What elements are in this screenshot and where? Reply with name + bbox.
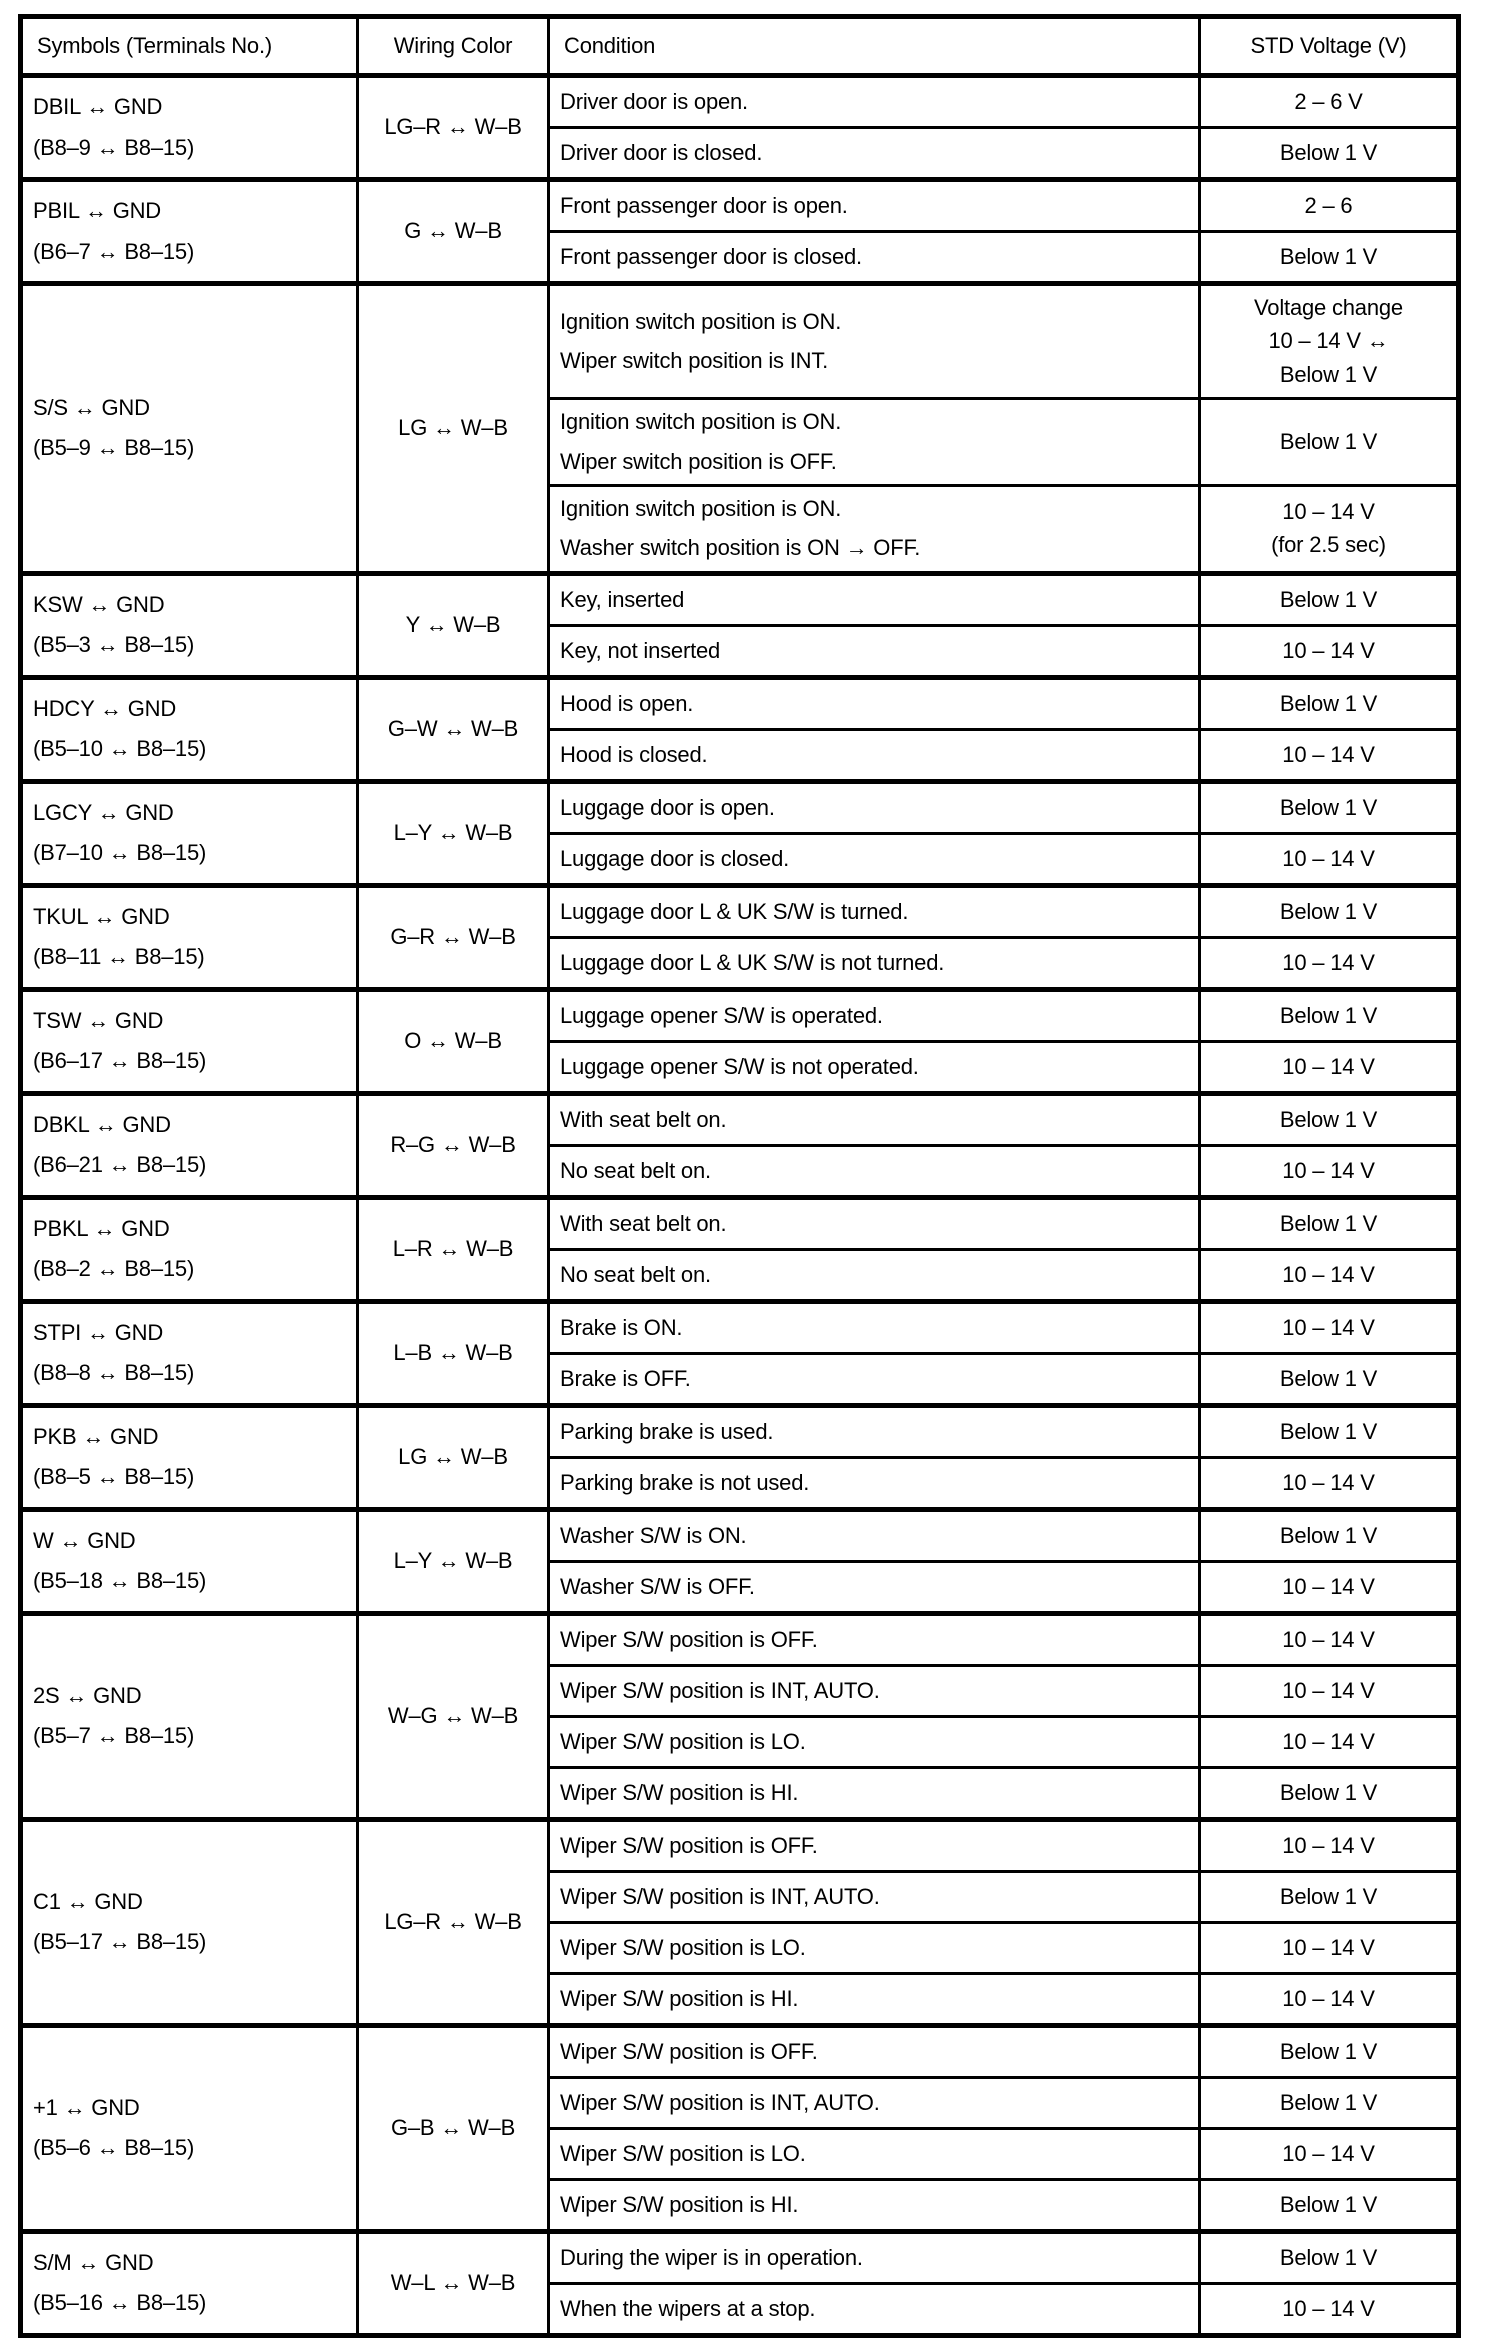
text-line: (B8–5 ↔ B8–15)	[33, 1464, 195, 1490]
table-row	[21, 76, 1459, 128]
text-line: PKB ↔ GND	[33, 1423, 159, 1449]
wiring-color-cell: O ↔ W–B	[358, 989, 549, 1093]
std-voltage-cell	[1200, 1665, 1459, 1716]
std-voltage-cell	[1200, 2077, 1459, 2128]
text-line: (B5–7 ↔ B8–15)	[33, 1723, 195, 1749]
condition-cell	[549, 885, 1200, 937]
condition-cell	[549, 2025, 1200, 2077]
std-voltage-cell	[1200, 729, 1459, 781]
text-line: 10 – 14 V	[1282, 2295, 1375, 2321]
std-voltage-cell	[1200, 1249, 1459, 1301]
condition-cell	[549, 1973, 1200, 2025]
std-voltage-cell	[1200, 485, 1459, 573]
text-line: Below 1 V	[1279, 794, 1378, 820]
text-line: Wiper switch position is OFF.	[560, 448, 837, 474]
wiring-color-cell: LG–R ↔ W–B	[358, 76, 549, 180]
text-line: Ignition switch position is ON.	[560, 308, 842, 334]
condition-cell	[549, 1093, 1200, 1145]
table-row	[21, 1301, 1459, 1353]
std-voltage-cell	[1200, 1145, 1459, 1197]
condition-cell	[549, 1665, 1200, 1716]
text-line: With seat belt on.	[560, 1106, 727, 1132]
std-voltage-cell	[1200, 284, 1459, 399]
table-row	[21, 677, 1459, 729]
condition-cell	[549, 1716, 1200, 1767]
std-voltage-cell	[1200, 1509, 1459, 1561]
text-line: W ↔ GND	[33, 1527, 136, 1553]
column-header-std-voltage: STD Voltage (V)	[1200, 17, 1459, 76]
text-line: Below 1 V	[1279, 243, 1378, 269]
text-line: Wiper S/W position is OFF.	[560, 2038, 818, 2064]
symbol-terminals-cell	[21, 76, 358, 180]
table-row	[21, 885, 1459, 937]
symbol-terminals-cell	[21, 284, 358, 574]
text-line: Luggage opener S/W is not operated.	[560, 1053, 919, 1079]
text-line: Below 1 V	[1279, 1522, 1378, 1548]
text-line: 10 – 14 V	[1282, 741, 1375, 767]
std-voltage-cell	[1200, 1871, 1459, 1922]
text-line: 10 – 14 V	[1282, 1934, 1375, 1960]
table-row	[21, 1819, 1459, 1871]
text-line: (B8–9 ↔ B8–15)	[33, 134, 195, 160]
condition-cell	[549, 128, 1200, 180]
text-line: 10 – 14 V	[1282, 1469, 1375, 1495]
table-row	[21, 2025, 1459, 2077]
text-line: (B8–2 ↔ B8–15)	[33, 1256, 195, 1282]
std-voltage-cell	[1200, 1973, 1459, 2025]
symbol-terminals-cell	[21, 1819, 358, 2025]
text-line: S/M ↔ GND	[33, 2249, 154, 2275]
text-line: (B5–16 ↔ B8–15)	[33, 2290, 207, 2316]
text-line: Luggage door is open.	[560, 794, 775, 820]
std-voltage-cell	[1200, 2179, 1459, 2231]
text-line: Driver door is closed.	[560, 139, 763, 165]
text-line: (B6–21 ↔ B8–15)	[33, 1152, 207, 1178]
text-line: Below 1 V	[1279, 428, 1378, 454]
condition-cell	[549, 989, 1200, 1041]
std-voltage-cell	[1200, 2283, 1459, 2335]
text-line: Brake is OFF.	[560, 1365, 691, 1391]
text-line: Brake is ON.	[560, 1314, 683, 1340]
text-line: (B5–10 ↔ B8–15)	[33, 736, 207, 762]
condition-cell	[549, 1301, 1200, 1353]
std-voltage-cell	[1200, 1457, 1459, 1509]
std-voltage-cell	[1200, 1301, 1459, 1353]
text-line: 2 – 6 V	[1294, 88, 1363, 114]
symbol-terminals-cell	[21, 1093, 358, 1197]
text-line: 10 – 14 V	[1282, 1261, 1375, 1287]
table-row	[21, 2231, 1459, 2283]
condition-cell	[549, 937, 1200, 989]
table-row	[21, 1405, 1459, 1457]
text-line: Driver door is open.	[560, 88, 748, 114]
text-line: Below 1 V	[1279, 2038, 1378, 2064]
condition-cell	[549, 677, 1200, 729]
wiring-color-cell: W–G ↔ W–B	[358, 1613, 549, 1819]
table-row	[21, 1613, 1459, 1665]
std-voltage-cell	[1200, 2231, 1459, 2283]
symbol-terminals-cell	[21, 1197, 358, 1301]
symbol-terminals-cell	[21, 1301, 358, 1405]
text-line: With seat belt on.	[560, 1210, 727, 1236]
std-voltage-cell	[1200, 1093, 1459, 1145]
text-line: Washer switch position is ON → OFF.	[560, 535, 921, 561]
condition-cell	[549, 485, 1200, 573]
text-line: Wiper S/W position is HI.	[560, 2191, 799, 2217]
wiring-color-cell: LG ↔ W–B	[358, 1405, 549, 1509]
text-line: Below 1 V	[1279, 139, 1378, 165]
std-voltage-cell	[1200, 989, 1459, 1041]
table-row	[21, 180, 1459, 232]
text-line: Below 1 V	[1279, 1418, 1378, 1444]
text-line: 10 – 14 V	[1282, 845, 1375, 871]
condition-cell	[549, 232, 1200, 284]
text-line: PBIL ↔ GND	[33, 198, 161, 224]
std-voltage-cell	[1200, 1767, 1459, 1819]
wiring-color-cell: R–G ↔ W–B	[358, 1093, 549, 1197]
text-line: 10 – 14 V	[1282, 637, 1375, 663]
text-line: Below 1 V	[1279, 1365, 1378, 1391]
table-row	[21, 781, 1459, 833]
std-voltage-cell	[1200, 2128, 1459, 2179]
table-row	[21, 284, 1459, 399]
text-line: (B7–10 ↔ B8–15)	[33, 840, 207, 866]
text-line: DBKL ↔ GND	[33, 1111, 171, 1137]
text-line: Hood is open.	[560, 690, 694, 716]
text-line: 10 – 14 V	[1282, 1626, 1375, 1652]
text-line: 10 – 14 V	[1282, 498, 1375, 524]
text-line: Wiper S/W position is INT, AUTO.	[560, 2089, 880, 2115]
text-line: Below 1 V	[1279, 1779, 1378, 1805]
text-line: Ignition switch position is ON.	[560, 409, 842, 435]
std-voltage-cell	[1200, 833, 1459, 885]
condition-cell	[549, 1871, 1200, 1922]
std-voltage-cell	[1200, 1561, 1459, 1613]
text-line: LGCY ↔ GND	[33, 799, 174, 825]
text-line: 2S ↔ GND	[33, 1682, 142, 1708]
text-line: Wiper S/W position is OFF.	[560, 1626, 818, 1652]
text-line: Wiper S/W position is HI.	[560, 1985, 799, 2011]
text-line: 10 – 14 V ↔	[1268, 328, 1389, 354]
condition-cell	[549, 2179, 1200, 2231]
text-line: Voltage change	[1254, 295, 1403, 320]
text-line: (B6–17 ↔ B8–15)	[33, 1048, 207, 1074]
wiring-color-cell: LG–R ↔ W–B	[358, 1819, 549, 2025]
symbol-terminals-cell	[21, 677, 358, 781]
text-line: Washer S/W is OFF.	[560, 1573, 755, 1599]
text-line: 10 – 14 V	[1282, 1832, 1375, 1858]
std-voltage-cell	[1200, 76, 1459, 128]
condition-cell	[549, 399, 1200, 486]
text-line: Wiper S/W position is INT, AUTO.	[560, 1677, 880, 1703]
std-voltage-cell	[1200, 1922, 1459, 1973]
symbol-terminals-cell	[21, 573, 358, 677]
wiring-color-cell: G–B ↔ W–B	[358, 2025, 549, 2231]
condition-cell	[549, 1249, 1200, 1301]
text-line: +1 ↔ GND	[33, 2094, 140, 2120]
text-line: Wiper switch position is INT.	[560, 348, 829, 374]
text-line: Below 1 V	[1279, 1210, 1378, 1236]
condition-cell	[549, 180, 1200, 232]
std-voltage-cell	[1200, 1405, 1459, 1457]
text-line: When the wipers at a stop.	[560, 2295, 816, 2321]
wiring-color-cell: G ↔ W–B	[358, 180, 549, 284]
condition-cell	[549, 1405, 1200, 1457]
text-line: Key, not inserted	[560, 637, 721, 663]
table-header-row	[21, 17, 1459, 76]
table-row	[21, 1093, 1459, 1145]
wiring-color-cell: L–Y ↔ W–B	[358, 781, 549, 885]
std-voltage-cell	[1200, 885, 1459, 937]
text-line: (B5–6 ↔ B8–15)	[33, 2135, 195, 2161]
std-voltage-cell	[1200, 781, 1459, 833]
symbol-terminals-cell	[21, 781, 358, 885]
text-line: KSW ↔ GND	[33, 591, 165, 617]
text-line: No seat belt on.	[560, 1157, 711, 1183]
condition-cell	[549, 1819, 1200, 1871]
condition-cell	[549, 625, 1200, 677]
text-line: DBIL ↔ GND	[33, 94, 163, 120]
text-line: Below 1 V	[1279, 586, 1378, 612]
text-line: Parking brake is used.	[560, 1418, 774, 1444]
text-line: Below 1 V	[1279, 1106, 1378, 1132]
text-line: Wiper S/W position is OFF.	[560, 1832, 818, 1858]
condition-cell	[549, 1561, 1200, 1613]
text-line: Luggage opener S/W is operated.	[560, 1002, 883, 1028]
table-row	[21, 1197, 1459, 1249]
text-line: 10 – 14 V	[1282, 1728, 1375, 1754]
wiring-color-cell: LG ↔ W–B	[358, 284, 549, 574]
text-line: 10 – 14 V	[1282, 1157, 1375, 1183]
text-line: Below 1 V	[1279, 2191, 1378, 2217]
wiring-color-cell: W–L ↔ W–B	[358, 2231, 549, 2335]
table-body	[21, 76, 1459, 2336]
text-line: Washer S/W is ON.	[560, 1522, 747, 1548]
text-line: Luggage door is closed.	[560, 845, 790, 871]
text-line: Wiper S/W position is LO.	[560, 2140, 806, 2166]
text-line: 10 – 14 V	[1282, 1985, 1375, 2011]
condition-cell	[549, 1041, 1200, 1093]
text-line: Wiper S/W position is HI.	[560, 1779, 799, 1805]
text-line: Below 1 V	[1279, 2244, 1378, 2270]
scanned-page	[18, 14, 1456, 2338]
wiring-color-cell: L–B ↔ W–B	[358, 1301, 549, 1405]
text-line: 10 – 14 V	[1282, 1053, 1375, 1079]
text-line: Key, inserted	[560, 586, 685, 612]
symbol-terminals-cell	[21, 2231, 358, 2335]
condition-cell	[549, 1145, 1200, 1197]
text-line: Wiper S/W position is INT, AUTO.	[560, 1883, 880, 1909]
condition-cell	[549, 76, 1200, 128]
terminal-voltage-table	[18, 14, 1461, 2338]
text-line: 10 – 14 V	[1282, 1677, 1375, 1703]
text-line: PBKL ↔ GND	[33, 1215, 170, 1241]
text-line: 10 – 14 V	[1282, 1314, 1375, 1340]
column-header-symbols: Symbols (Terminals No.)	[21, 17, 358, 76]
symbol-terminals-cell	[21, 885, 358, 989]
symbol-terminals-cell	[21, 1405, 358, 1509]
text-line: (B8–11 ↔ B8–15)	[33, 944, 205, 970]
condition-cell	[549, 2128, 1200, 2179]
symbol-terminals-cell	[21, 1509, 358, 1613]
text-line: TSW ↔ GND	[33, 1007, 164, 1033]
text-line: (B8–8 ↔ B8–15)	[33, 1360, 195, 1386]
text-line: 10 – 14 V	[1282, 949, 1375, 975]
std-voltage-cell	[1200, 573, 1459, 625]
text-line: 10 – 14 V	[1282, 2140, 1375, 2166]
std-voltage-cell	[1200, 1353, 1459, 1405]
text-line: Front passenger door is closed.	[560, 243, 862, 269]
condition-cell	[549, 2283, 1200, 2335]
condition-cell	[549, 573, 1200, 625]
condition-cell	[549, 1509, 1200, 1561]
symbol-terminals-cell	[21, 180, 358, 284]
std-voltage-cell	[1200, 1716, 1459, 1767]
symbol-terminals-cell	[21, 2025, 358, 2231]
text-line: C1 ↔ GND	[33, 1888, 143, 1914]
text-line: (B6–7 ↔ B8–15)	[33, 238, 195, 264]
wiring-color-cell: L–R ↔ W–B	[358, 1197, 549, 1301]
condition-cell	[549, 284, 1200, 399]
std-voltage-cell	[1200, 1613, 1459, 1665]
text-line: Hood is closed.	[560, 741, 708, 767]
wiring-color-cell: L–Y ↔ W–B	[358, 1509, 549, 1613]
text-line: During the wiper is in operation.	[560, 2244, 863, 2270]
std-voltage-cell	[1200, 1197, 1459, 1249]
text-line: STPI ↔ GND	[33, 1319, 164, 1345]
text-line: Below 1 V	[1279, 2089, 1378, 2115]
condition-cell	[549, 1353, 1200, 1405]
std-voltage-cell	[1200, 937, 1459, 989]
column-header-condition: Condition	[549, 17, 1200, 76]
text-line: Below 1 V	[1279, 898, 1378, 924]
text-line: HDCY ↔ GND	[33, 695, 177, 721]
std-voltage-cell	[1200, 625, 1459, 677]
text-line: 2 – 6	[1304, 192, 1353, 218]
text-line: No seat belt on.	[560, 1261, 711, 1287]
text-line: Wiper S/W position is LO.	[560, 1728, 806, 1754]
text-line: Below 1 V	[1279, 1002, 1378, 1028]
condition-cell	[549, 2077, 1200, 2128]
condition-cell	[549, 781, 1200, 833]
text-line: (B5–18 ↔ B8–15)	[33, 1568, 207, 1594]
condition-cell	[549, 1922, 1200, 1973]
condition-cell	[549, 1767, 1200, 1819]
text-line: Below 1 V	[1279, 361, 1378, 387]
text-line: Luggage door L & UK S/W is not turned.	[560, 949, 945, 975]
text-line: Ignition switch position is ON.	[560, 495, 842, 521]
std-voltage-cell	[1200, 1041, 1459, 1093]
std-voltage-cell	[1200, 180, 1459, 232]
std-voltage-cell	[1200, 128, 1459, 180]
symbol-terminals-cell	[21, 1613, 358, 1819]
text-line: TKUL ↔ GND	[33, 903, 170, 929]
text-line: (B5–9 ↔ B8–15)	[33, 435, 195, 461]
condition-cell	[549, 1197, 1200, 1249]
std-voltage-cell	[1200, 2025, 1459, 2077]
text-line: S/S ↔ GND	[33, 394, 150, 420]
text-line: Below 1 V	[1279, 690, 1378, 716]
symbol-terminals-cell	[21, 989, 358, 1093]
text-line: Luggage door L & UK S/W is turned.	[560, 898, 909, 924]
wiring-color-cell: Y ↔ W–B	[358, 573, 549, 677]
table-row	[21, 1509, 1459, 1561]
condition-cell	[549, 833, 1200, 885]
text-line: Below 1 V	[1279, 1883, 1378, 1909]
condition-cell	[549, 729, 1200, 781]
condition-cell	[549, 1613, 1200, 1665]
text-line: 10 – 14 V	[1282, 1573, 1375, 1599]
text-line: Front passenger door is open.	[560, 192, 848, 218]
condition-cell	[549, 1457, 1200, 1509]
condition-cell	[549, 2231, 1200, 2283]
wiring-color-cell: G–W ↔ W–B	[358, 677, 549, 781]
text-line: (B5–17 ↔ B8–15)	[33, 1929, 207, 1955]
wiring-color-cell: G–R ↔ W–B	[358, 885, 549, 989]
std-voltage-cell	[1200, 1819, 1459, 1871]
std-voltage-cell	[1200, 399, 1459, 486]
text-line: Parking brake is not used.	[560, 1469, 810, 1495]
text-line: Wiper S/W position is LO.	[560, 1934, 806, 1960]
text-line: (B5–3 ↔ B8–15)	[33, 632, 195, 658]
std-voltage-cell	[1200, 677, 1459, 729]
column-header-wiring-color: Wiring Color	[358, 17, 549, 76]
std-voltage-cell	[1200, 232, 1459, 284]
table-row	[21, 573, 1459, 625]
table-row	[21, 989, 1459, 1041]
text-line: (for 2.5 sec)	[1271, 532, 1386, 558]
